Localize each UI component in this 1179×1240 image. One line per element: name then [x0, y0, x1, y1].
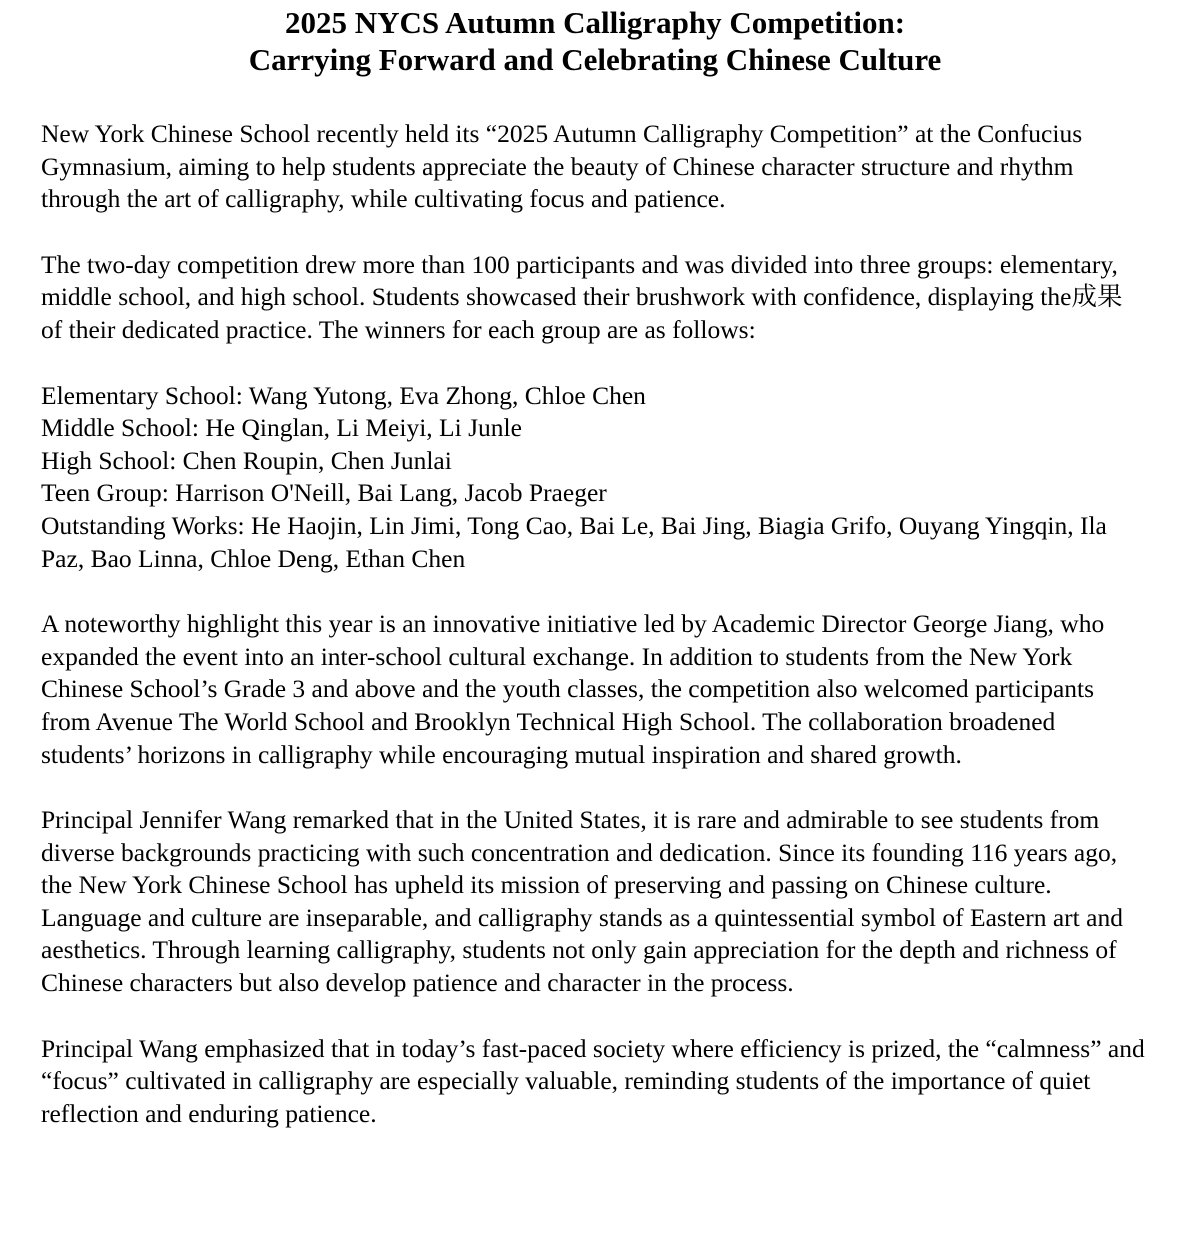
- spacer: [41, 575, 1149, 608]
- spacer: [41, 1000, 1149, 1033]
- spacer: [41, 78, 1149, 118]
- article-title: [41, 4, 1149, 78]
- winners-elementary: Elementary School: Wang Yutong, Eva Zhong, Chloe Chen: [41, 380, 646, 410]
- spacer: [41, 771, 1149, 804]
- paragraph-highlight: A noteworthy highlight this year is an innovative initiative led by Academic Director George Jiang, who expanded the event into an inter-school cultural exchange. In addition to students from the New York Chinese School’s Grade 3 and above and the youth classes, the competition also welcomed participants from Avenue The World School and Brooklyn Technical High School. The collaboration broadened students’ horizons in calligraphy while encouraging mutual inspiration and shared growth.: [41, 609, 1105, 769]
- paragraph-principal-remarks: Principal Jennifer Wang remarked that in the United States, it is rare and admirable to see students from diverse backgrounds practicing with such concentration and dedication. Since its founding 116 years ago, the New York Chinese School has upheld its mission of preserving and passing on Chinese culture. Language and culture are inseparable, and calligraphy stands as a quintessential symbol of Eastern art and aesthetics. Through learning calligraphy, students not only gain appreciation for the depth and richness of Chinese characters but also develop patience and character in the process.: [41, 805, 1123, 998]
- spacer: [41, 347, 1149, 380]
- winners-outstanding-works: Outstanding Works: He Haojin, Lin Jimi, Tong Cao, Bai Le, Bai Jing, Biagia Grifo, Ouyang Yingqin, Ila Paz, Bao Linna, Chloe Deng, Ethan Chen: [41, 510, 1107, 573]
- paragraph-competition: The two-day competition drew more than 100 participants and was divided into three groups: elementary, middle school, and high school. Students showcased their brushwork with confidence, displaying the成果 of their dedicated practice. The winners for each group are as follows:: [41, 249, 1123, 344]
- paragraph-intro: New York Chinese School recently held its “2025 Autumn Calligraphy Competition” at the Confucius Gymnasium, aiming to help students appreciate the beauty of Chinese character structure and rhythm through the art of calligraphy, while cultivating focus and patience.: [41, 119, 1083, 214]
- winners-teen-group: Teen Group: Harrison O'Neill, Bai Lang, Jacob Praeger: [41, 478, 607, 508]
- winners-middle-school: Middle School: He Qinglan, Li Meiyi, Li Junle: [41, 413, 522, 443]
- winners-list: [41, 380, 1149, 576]
- spacer: [41, 216, 1149, 249]
- paragraph-principal-emphasis: Principal Wang emphasized that in today’s fast-paced society where efficiency is prized, the “calmness” and “focus” cultivated in calligraphy are especially valuable, reminding students of the importance of quiet reflection and enduring patience.: [41, 1033, 1145, 1128]
- winners-high-school: High School: Chen Roupin, Chen Junlai: [41, 445, 452, 475]
- title-line-1: 2025 NYCS Autumn Calligraphy Competition:: [284, 5, 906, 40]
- title-line-2: Carrying Forward and Celebrating Chinese Culture: [248, 42, 942, 77]
